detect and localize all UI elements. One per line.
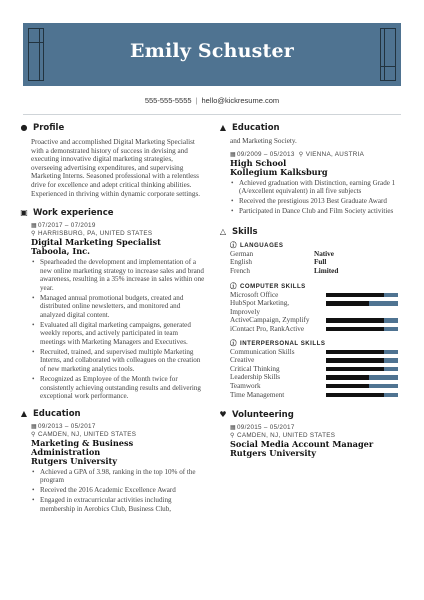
skill-name: Time Management bbox=[230, 390, 285, 399]
contact-separator: | bbox=[195, 96, 198, 105]
calendar-icon: ▦ bbox=[31, 423, 37, 430]
skill-row bbox=[230, 291, 404, 300]
skill-name: HubSpot Marketing, Improvely bbox=[230, 299, 290, 316]
education-continuation: and Marketing Society. bbox=[230, 137, 297, 145]
language-row: German Native bbox=[230, 249, 334, 258]
list-item: • Engaged in extracurricular activities including membership in Aerobics Club, Business Club, bbox=[31, 496, 205, 513]
list-item: • Achieved a GPA of 3.98, ranking in the top 10% of the program bbox=[31, 468, 205, 485]
skill-row bbox=[230, 373, 404, 382]
skill-level-fill bbox=[326, 350, 384, 355]
work-company: Taboola, Inc. bbox=[31, 246, 90, 257]
heart-icon: ♥ bbox=[219, 410, 227, 420]
skill-level-bar bbox=[326, 367, 398, 372]
skill-level-fill bbox=[326, 393, 384, 398]
volunteering-heading: ♥ Volunteering bbox=[219, 410, 294, 421]
volunteering-org: Rutgers University bbox=[230, 448, 316, 459]
skill-name: Communication Skills bbox=[230, 347, 295, 356]
skill-name: Teamwork bbox=[230, 381, 261, 390]
graduation-cap-icon: ▲ bbox=[20, 408, 28, 418]
skill-name: Microsoft Office bbox=[230, 290, 279, 299]
profile-heading: ● Profile bbox=[20, 123, 65, 133]
languages-block bbox=[218, 241, 404, 276]
list-item: • Received the prestigious 2013 Best Graduate Award bbox=[230, 197, 404, 206]
skill-name: ActiveCampaign, Zymplify bbox=[230, 316, 310, 325]
language-row: French Limited bbox=[230, 266, 339, 275]
skill-row bbox=[230, 365, 404, 374]
education-item bbox=[19, 423, 205, 514]
list-item: • Managed annual promotional budgets, created and distributed online newsletters, and monitored and analyzed digital content. bbox=[31, 294, 205, 320]
skill-level-bar bbox=[326, 350, 398, 355]
info-icon: ⓘ bbox=[230, 282, 237, 290]
skill-row bbox=[230, 356, 404, 365]
phone-text: 555-555-5555 bbox=[144, 96, 192, 105]
location-pin-icon: ⚲ bbox=[31, 431, 36, 438]
education-dates: ▦09/2013 – 05/2017 bbox=[31, 422, 96, 430]
skill-level-fill bbox=[326, 384, 369, 389]
profile-text: Proactive and accomplished Digital Marketing Specialist with a demonstrated history of success in devising and executing innovative digital marketing strategies, overseeing advertising expenditures, and supervising Marketing Interns. Seasoned professional with a relentless drive for excellence and adept critical thinking abilities. Experienced in thriving within dynamic corporate settings. bbox=[31, 138, 201, 198]
education-section bbox=[19, 408, 205, 514]
location-pin-icon: ⚲ bbox=[230, 433, 235, 440]
skill-level-bar bbox=[326, 375, 398, 380]
work-dates: ▦07/2017 – 07/2019 bbox=[31, 222, 96, 230]
list-item: • Recruited, trained, and supervised multiple Marketing Interns, and collaborated with colleagues on the creation of new marketing analytics tools. bbox=[31, 348, 205, 374]
interpersonal-skills-list bbox=[218, 348, 404, 400]
skill-level-fill bbox=[326, 358, 384, 363]
work-section bbox=[19, 207, 205, 400]
email-link[interactable]: hello@kickresume.com bbox=[201, 96, 280, 105]
skill-row bbox=[230, 316, 404, 325]
list-item: • Evaluated all digital marketing campaigns, generated weekly reports, and actively participated in team meetings with Marketing Managers and Executives. bbox=[31, 321, 205, 347]
work-role: Digital Marketing Specialist bbox=[31, 237, 161, 248]
education-heading: ▲ Education bbox=[20, 408, 81, 419]
education-item bbox=[218, 151, 404, 216]
education-degree: High School bbox=[230, 157, 287, 168]
skill-name: Critical Thinking bbox=[230, 364, 280, 373]
header-divider bbox=[23, 114, 401, 115]
skills-section bbox=[218, 226, 404, 399]
education-degree: Marketing & Business Administration bbox=[31, 437, 134, 457]
work-bullets bbox=[19, 258, 205, 400]
skill-level-fill bbox=[326, 367, 384, 372]
interpersonal-skills-block bbox=[218, 339, 404, 400]
list-item: • Achieved graduation with Distinction, earning Grade 1 (A/excellent equivalent) in all five subjects bbox=[230, 179, 404, 196]
education-section-continued bbox=[218, 122, 404, 216]
volunteering-item bbox=[218, 424, 404, 458]
computer-skills-block bbox=[218, 282, 404, 334]
skill-row bbox=[230, 348, 404, 357]
left-column bbox=[19, 122, 205, 515]
skill-row bbox=[230, 391, 404, 400]
person-icon: ● bbox=[20, 123, 28, 132]
location-pin-icon: ⚲ bbox=[31, 231, 36, 238]
briefcase-icon: ▣ bbox=[20, 208, 28, 218]
interpersonal-skills-heading: ⓘ INTERPERSONAL SKILLS bbox=[230, 339, 326, 347]
skill-level-fill bbox=[326, 301, 369, 306]
skill-level-fill bbox=[326, 318, 384, 323]
calendar-icon: ▦ bbox=[230, 425, 236, 432]
candidate-name: Emily Schuster bbox=[130, 40, 294, 62]
education-bullets bbox=[218, 179, 404, 216]
right-column bbox=[218, 122, 404, 458]
profile-section bbox=[19, 122, 205, 198]
skill-row bbox=[230, 382, 404, 391]
calendar-icon: ▦ bbox=[31, 223, 37, 230]
education-heading-right: ▲ Education bbox=[219, 123, 280, 133]
list-item: • Spearheaded the development and implementation of a new online marketing strategy to increase sales and brand awareness, resulting in a 35% increase in sales within one year. bbox=[31, 258, 205, 292]
volunteering-role: Social Media Account Manager bbox=[230, 439, 374, 450]
work-location: ⚲ HARRISBURG, PA, UNITED STATES bbox=[31, 230, 153, 238]
flask-icon: △ bbox=[219, 226, 227, 236]
skill-level-bar bbox=[326, 393, 398, 398]
list-item: • Recognized as Employee of the Month twice for consistently achieving outstanding results and delivering exceptional work performance. bbox=[31, 375, 205, 401]
skill-name: iContact Pro, RankActive bbox=[230, 324, 305, 333]
skills-heading: △ Skills bbox=[219, 226, 258, 237]
skill-level-bar bbox=[326, 293, 398, 298]
header-banner bbox=[23, 23, 401, 86]
education-location: ⚲ CAMDEN, NJ, UNITED STATES bbox=[31, 430, 137, 438]
education-dates-location: ▦09/2009 – 05/2013 ⚲ VIENNA, AUSTRIA bbox=[230, 150, 365, 158]
skill-level-fill bbox=[326, 375, 369, 380]
work-item bbox=[19, 222, 205, 400]
skill-level-fill bbox=[326, 327, 384, 332]
skill-level-bar bbox=[326, 301, 398, 306]
skill-level-bar bbox=[326, 327, 398, 332]
location-pin-icon: ⚲ bbox=[298, 151, 304, 158]
education-school: Kollegium Kalksburg bbox=[230, 166, 328, 177]
calendar-icon: ▦ bbox=[230, 151, 236, 158]
education-bullets bbox=[19, 468, 205, 514]
computer-skills-list bbox=[218, 291, 404, 334]
skill-name: Leadership Skills bbox=[230, 373, 281, 382]
volunteering-section bbox=[218, 409, 404, 458]
work-heading: ▣ Work experience bbox=[20, 208, 114, 219]
skill-level-bar bbox=[326, 358, 398, 363]
info-icon: ⓘ bbox=[230, 241, 237, 249]
skill-row bbox=[230, 325, 404, 334]
languages-heading: ⓘ LANGUAGES bbox=[230, 241, 284, 249]
volunteering-dates: ▦09/2015 – 05/2017 bbox=[230, 424, 295, 432]
skill-level-bar bbox=[326, 318, 398, 323]
contact-line bbox=[0, 96, 424, 105]
computer-skills-heading: ⓘ COMPUTER SKILLS bbox=[230, 282, 306, 290]
skill-row bbox=[230, 299, 404, 316]
skill-level-bar bbox=[326, 384, 398, 389]
skill-name: Creative bbox=[230, 356, 255, 365]
list-item: • Participated in Dance Club and Film Society activities bbox=[230, 207, 404, 216]
education-school: Rutgers University bbox=[31, 455, 117, 466]
list-item: • Received the 2016 Academic Excellence Award bbox=[31, 486, 205, 495]
volunteering-location: ⚲ CAMDEN, NJ, UNITED STATES bbox=[230, 432, 336, 440]
skill-level-fill bbox=[326, 293, 384, 298]
info-icon: ⓘ bbox=[230, 339, 237, 347]
language-row: English Full bbox=[230, 258, 327, 267]
graduation-cap-icon: ▲ bbox=[219, 123, 227, 132]
